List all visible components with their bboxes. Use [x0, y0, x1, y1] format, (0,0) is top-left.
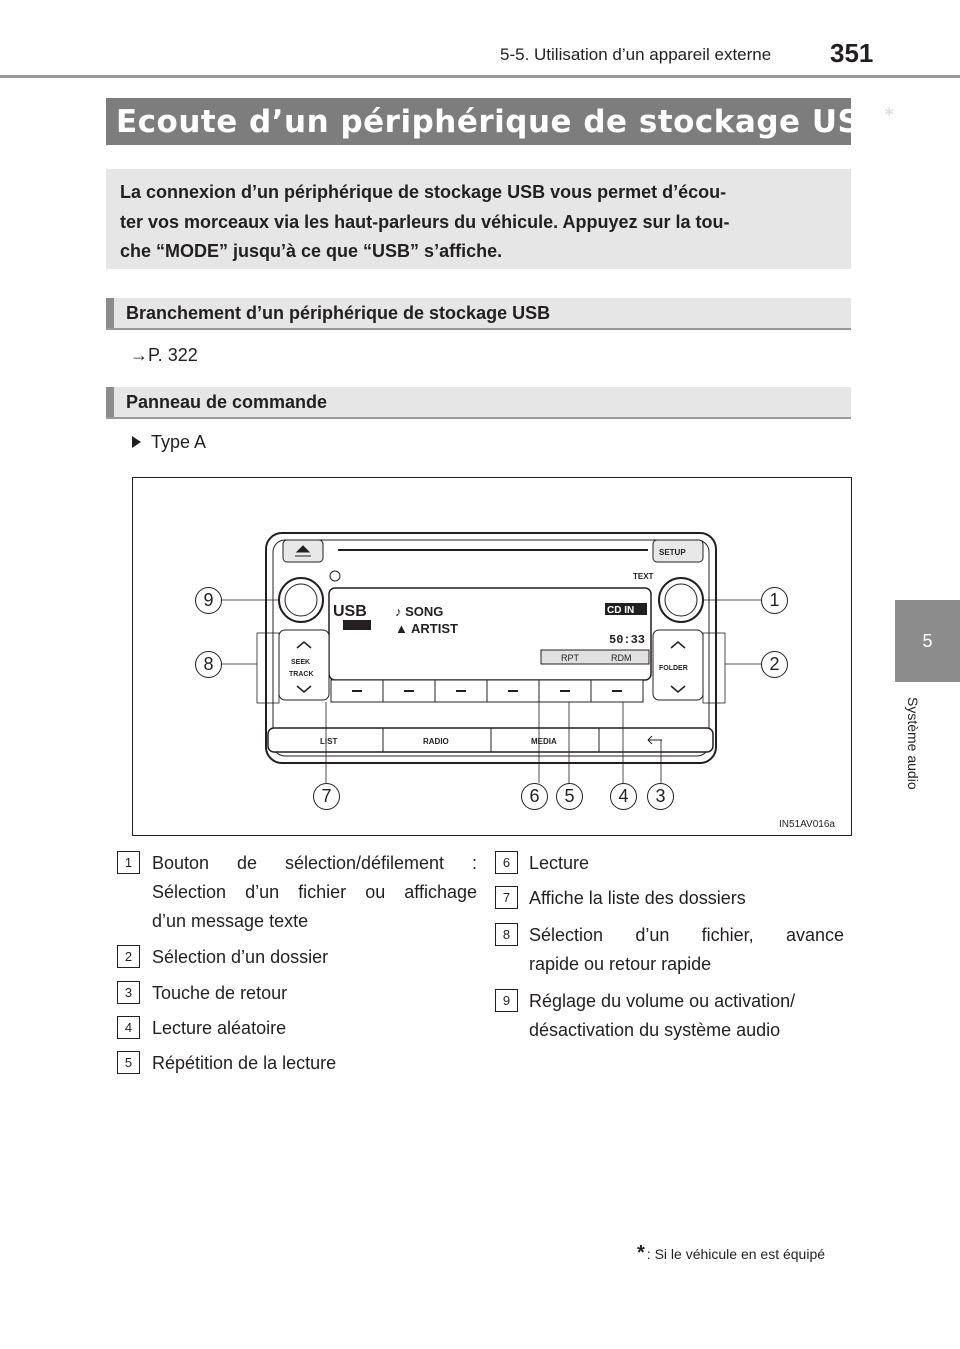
radio-button-label: RADIO — [423, 737, 449, 746]
header-section-title: 5-5. Utilisation d’un appareil externe — [500, 45, 772, 64]
media-button-label: MEDIA — [531, 737, 557, 746]
seek-label: SEEK — [291, 659, 311, 666]
legend-item-6: Lecture — [529, 853, 590, 873]
callout-2: 2 — [761, 651, 788, 678]
setup-button-label: SETUP — [659, 548, 686, 557]
figure-code: IN51AV016a — [779, 819, 835, 830]
display-rdm-text: RDM — [611, 653, 632, 663]
legend-line: Réglage du volume ou activation/ — [529, 991, 796, 1011]
type-label-text: Type A — [151, 432, 207, 452]
callout-6: 6 — [521, 783, 548, 810]
track-label: TRACK — [289, 671, 314, 678]
type-label — [132, 432, 206, 453]
control-panel-figure — [132, 477, 852, 836]
legend-number: 9 — [495, 989, 518, 1012]
display-usb-text: USB — [333, 603, 367, 620]
legend-number: 2 — [117, 945, 140, 968]
section-marker — [106, 298, 114, 328]
page-title — [116, 104, 894, 140]
legend-item-3: Touche de retour — [152, 983, 288, 1003]
section-heading-connection — [106, 298, 851, 330]
section-heading-text: Branchement d’un périphérique de stockage USB — [126, 303, 551, 323]
header-divider — [0, 75, 960, 78]
display-source-text: CD IN — [607, 605, 635, 616]
page-reference: →P. 322 — [130, 345, 198, 365]
chapter-label: Système audio — [905, 697, 921, 790]
legend-number: 8 — [495, 923, 518, 946]
title-asterisk: * — [884, 104, 895, 126]
legend-item-1 — [152, 849, 477, 936]
display-time-text: 50:33 — [609, 633, 646, 647]
legend-line: désactivation du système audio — [529, 1020, 781, 1040]
callout-1: 1 — [761, 587, 788, 614]
legend-line: Sélection d’un fichier, avance — [529, 925, 844, 945]
legend-number: 3 — [117, 981, 140, 1004]
legend-item-5: Répétition de la lecture — [152, 1053, 337, 1073]
legend-line: rapide ou retour rapide — [529, 954, 712, 974]
callout-3: 3 — [647, 783, 674, 810]
page-number: 351 — [830, 38, 874, 68]
legend-number: 1 — [117, 851, 140, 874]
callout-4: 4 — [610, 783, 637, 810]
legend-item-7: Affiche la liste des dossiers — [529, 888, 746, 908]
legend-number: 7 — [495, 886, 518, 909]
legend-line: Bouton de sélection/défilement : — [152, 853, 477, 873]
legend-item-2: Sélection d’un dossier — [152, 947, 329, 967]
radio-panel-illustration — [133, 478, 851, 835]
intro-text: La connexion d’un périphérique de stockage USB vous permet d’écou- ter vos morceaux via les haut-parleurs du véhicule. Appuyez sur la tou- che “MODE” jusqu’à ce que “USB” s’affiche. — [120, 182, 730, 261]
folder-label: FOLDER — [659, 665, 688, 672]
display-rpt-text: RPT — [561, 653, 579, 663]
section-heading-panel — [106, 387, 851, 419]
legend-number: 5 — [117, 1051, 140, 1074]
legend-item-4: Lecture aléatoire — [152, 1018, 287, 1038]
section-heading-text: Panneau de commande — [126, 392, 328, 412]
chapter-number: 5 — [922, 630, 933, 651]
legend-line: Sélection d’un fichier ou affichage — [152, 882, 477, 902]
callout-9: 9 — [195, 587, 222, 614]
list-button-label: LIST — [320, 737, 338, 746]
display-artist-text: ▲ ARTIST — [395, 621, 458, 636]
text-button-label: TEXT — [633, 572, 654, 581]
callout-7: 7 — [313, 783, 340, 810]
footnote — [637, 1242, 825, 1265]
legend-line: d’un message texte — [152, 911, 309, 931]
callout-8: 8 — [195, 651, 222, 678]
footnote-text: : Si le véhicule en est équipé — [646, 1246, 826, 1262]
legend-item-8 — [529, 921, 844, 979]
legend-number: 6 — [495, 851, 518, 874]
callout-5: 5 — [556, 783, 583, 810]
page-title-text: Ecoute d’un périphérique de stockage USB — [116, 104, 885, 140]
section-marker — [106, 387, 114, 417]
triangle-bullet-icon — [132, 436, 141, 448]
legend-number: 4 — [117, 1016, 140, 1039]
footnote-star: * — [637, 1242, 645, 1264]
legend-item-9 — [529, 987, 849, 1045]
chapter-tab — [895, 600, 960, 682]
display-song-text: ♪ SONG — [395, 604, 444, 619]
